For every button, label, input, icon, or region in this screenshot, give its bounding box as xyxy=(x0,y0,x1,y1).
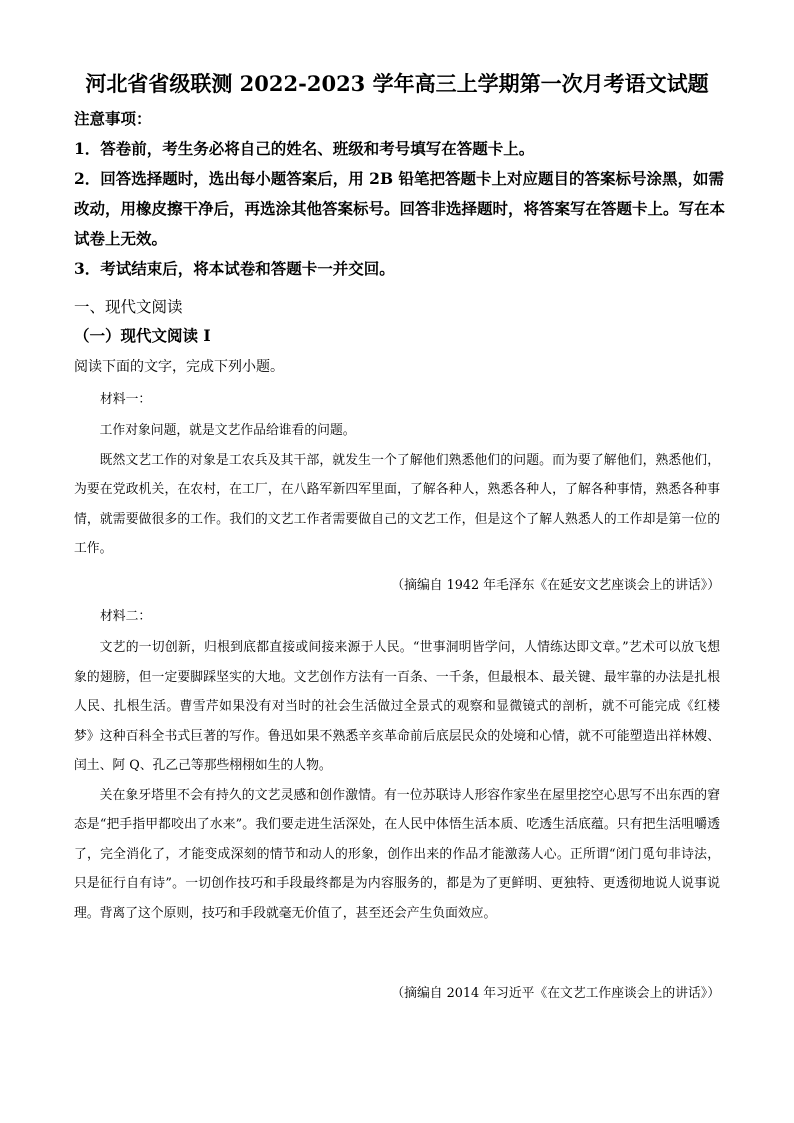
paragraph: 既然文艺工作的对象是工农兵及其干部，就发生一个了解他们熟悉他们的问题。而为要了解他们，熟悉他们，为要在党政机关，在农村，在工厂，在八路军新四军里面，了解各种人，熟悉各种人，了解各种事情，熟悉各种事情，就需要做很多的工作。我们的文艺工作者需要做自己的文艺工作，但是这个了解人熟悉人的工作却是第一位的工作。 xyxy=(74,452,720,556)
reading-instruction: 阅读下面的文字，完成下列小题。 xyxy=(74,359,284,375)
page-title: 河北省省级联测 2022-2023 学年高三上学期第一次月考语文试题 xyxy=(85,71,709,96)
material-label: 材料二： xyxy=(100,609,152,624)
subsection-heading: （一）现代文阅读 I xyxy=(74,326,211,345)
notice-block xyxy=(74,104,734,284)
paragraph: 关在象牙塔里不会有持久的文艺灵感和创作激情。有一位苏联诗人形容作家坐在屋里挖空心思写不出东西的窘态是“把手指甲都咬出了水来”。我们要走进生活深处，在人民中体悟生活本质、吃透生活底蕴。只有把生活咀嚼透了，完全消化了，才能变成深刻的情节和动人的形象，创作出来的作品才能激荡人心。正所谓“闭门觅句非诗法，只是征行自有诗”。一切创作技巧和手段最终都是为内容服务的，都是为了更鲜明、更独特、更透彻地说人说事说理。背离了这个原则，技巧和手段就毫无价值了，甚至还会产生负面效应。 xyxy=(74,787,720,921)
material-two-text xyxy=(74,633,720,928)
notice-item: 2．回答选择题时，选出每小题答案后，用 2B 铅笔把答题卡上对应题目的答案标号涂黑，如需改动，用橡皮擦干净后，再选涂其他答案标号。回答非选择题时，将答案写在答题卡上。写在本试卷上无效。 xyxy=(74,169,726,248)
source-citation: （摘编自 2014 年习近平《在文艺工作座谈会上的讲话》） xyxy=(391,986,720,1001)
notice-item: 1．答卷前，考生务必将自己的姓名、班级和考号填写在答题卡上。 xyxy=(74,139,535,158)
notice-heading: 注意事项： xyxy=(74,109,152,128)
material-one-text xyxy=(74,416,720,564)
notice-item: 3．考试结束后，将本试卷和答题卡一并交回。 xyxy=(74,259,395,278)
paragraph: 工作对象问题，就是文艺作品给谁看的问题。 xyxy=(99,423,356,438)
material-label: 材料一： xyxy=(100,392,152,407)
source-citation: （摘编自 1942 年毛泽东《在延安文艺座谈会上的讲话》） xyxy=(391,578,720,593)
paragraph: 文艺的一切创新，归根到底都直接或间接来源于人民。“世事洞明皆学问，人情练达即文章。”艺术可以放飞想象的翅膀，但一定要脚踩坚实的大地。文艺创作方法有一百条、一千条，但最根本、最关键、最牢靠的办法是扎根人民、扎根生活。曹雪芹如果没有对当时的社会生活做过全景式的观察和显微镜式的剖析，就不可能完成《红楼梦》这种百科全书式巨著的写作。鲁迅如果不熟悉辛亥革命前后底层民众的处境和心情，就不可能塑造出祥林嫂、闰土、阿 Q、孔乙己等那些栩栩如生的人物。 xyxy=(74,640,720,773)
section-heading: 一、现代文阅读 xyxy=(74,298,183,316)
